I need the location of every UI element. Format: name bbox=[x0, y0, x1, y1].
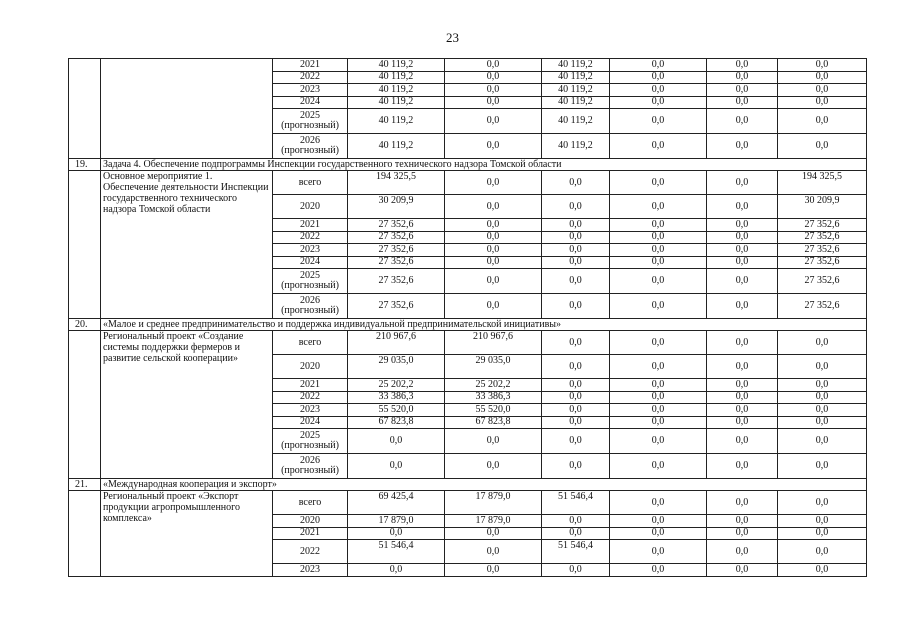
value-cell: 0,0 bbox=[348, 527, 445, 540]
value-cell: 0,0 bbox=[610, 269, 707, 294]
value-cell: 0,0 bbox=[707, 219, 778, 232]
year-cell bbox=[273, 404, 348, 417]
value-cell: 27 352,6 bbox=[778, 244, 867, 257]
value-cell: 27 352,6 bbox=[348, 231, 445, 244]
year-label: 2026 bbox=[300, 135, 320, 146]
value-cell: 0,0 bbox=[542, 231, 610, 244]
value-cell: 0,0 bbox=[610, 96, 707, 109]
value-cell: 30 209,9 bbox=[778, 195, 867, 219]
value-cell: 40 119,2 bbox=[542, 109, 610, 134]
year-label: 2021 bbox=[300, 58, 320, 70]
value-cell: 210 967,6 bbox=[445, 331, 542, 355]
value-cell: 27 352,6 bbox=[778, 294, 867, 319]
year-cell bbox=[273, 231, 348, 244]
value-cell: 0,0 bbox=[610, 404, 707, 417]
value-cell: 0,0 bbox=[610, 564, 707, 577]
forecast-label: (прогнозный) bbox=[281, 145, 339, 156]
year-cell bbox=[273, 355, 348, 379]
year-label: всего bbox=[298, 176, 322, 188]
year-cell bbox=[273, 391, 348, 404]
year-cell bbox=[273, 96, 348, 109]
value-cell: 0,0 bbox=[542, 244, 610, 257]
value-cell: 0,0 bbox=[610, 231, 707, 244]
row-description: Основное мероприятие 1. Обеспечение деятельности Инспекции государственного технического надзора Томской области bbox=[101, 171, 273, 319]
value-cell: 0,0 bbox=[445, 256, 542, 269]
value-cell: 0,0 bbox=[445, 96, 542, 109]
year-label: 2022 bbox=[300, 545, 320, 557]
value-cell: 194 325,5 bbox=[348, 171, 445, 195]
table-row bbox=[69, 331, 867, 355]
value-cell: 0,0 bbox=[445, 269, 542, 294]
value-cell: 0,0 bbox=[542, 429, 610, 454]
table-row bbox=[69, 171, 867, 195]
value-cell: 29 035,0 bbox=[348, 355, 445, 379]
value-cell: 0,0 bbox=[610, 59, 707, 72]
year-label: 2024 bbox=[300, 96, 320, 108]
value-cell: 27 352,6 bbox=[348, 244, 445, 257]
value-cell: 0,0 bbox=[778, 564, 867, 577]
value-cell: 0,0 bbox=[445, 84, 542, 97]
value-cell: 0,0 bbox=[445, 171, 542, 195]
section-header-row bbox=[69, 479, 867, 491]
value-cell: 40 119,2 bbox=[542, 59, 610, 72]
value-cell: 0,0 bbox=[610, 294, 707, 319]
value-cell: 55 520,0 bbox=[445, 404, 542, 417]
value-cell: 0,0 bbox=[707, 269, 778, 294]
year-label: 2022 bbox=[300, 391, 320, 403]
row-description: Региональный проект «Создание системы поддержки фермеров и развитие сельской кооперации» bbox=[101, 331, 273, 479]
value-cell: 0,0 bbox=[542, 195, 610, 219]
value-cell: 0,0 bbox=[542, 355, 610, 379]
year-label: 2025 bbox=[300, 270, 320, 281]
value-cell: 0,0 bbox=[707, 195, 778, 219]
value-cell: 30 209,9 bbox=[348, 195, 445, 219]
year-cell bbox=[273, 71, 348, 84]
value-cell: 40 119,2 bbox=[542, 96, 610, 109]
value-cell: 0,0 bbox=[610, 540, 707, 564]
value-cell: 0,0 bbox=[610, 71, 707, 84]
value-cell: 51 546,4 bbox=[348, 540, 445, 564]
value-cell: 0,0 bbox=[778, 379, 867, 392]
value-cell: 0,0 bbox=[707, 256, 778, 269]
value-cell: 0,0 bbox=[707, 171, 778, 195]
year-cell bbox=[273, 491, 348, 515]
value-cell: 0,0 bbox=[778, 84, 867, 97]
value-cell: 0,0 bbox=[610, 416, 707, 429]
year-label: 2021 bbox=[300, 218, 320, 230]
value-cell: 27 352,6 bbox=[778, 256, 867, 269]
value-cell: 0,0 bbox=[445, 219, 542, 232]
year-cell bbox=[273, 294, 348, 319]
value-cell: 0,0 bbox=[707, 109, 778, 134]
value-cell: 29 035,0 bbox=[445, 355, 542, 379]
table-body bbox=[69, 59, 867, 577]
value-cell: 67 823,8 bbox=[445, 416, 542, 429]
value-cell: 0,0 bbox=[707, 416, 778, 429]
value-cell: 40 119,2 bbox=[348, 71, 445, 84]
year-label: 2026 bbox=[300, 455, 320, 466]
value-cell: 25 202,2 bbox=[348, 379, 445, 392]
value-cell: 0,0 bbox=[445, 540, 542, 564]
value-cell: 0,0 bbox=[707, 71, 778, 84]
value-cell: 0,0 bbox=[445, 195, 542, 219]
value-cell: 0,0 bbox=[542, 416, 610, 429]
value-cell: 0,0 bbox=[610, 391, 707, 404]
value-cell: 0,0 bbox=[778, 404, 867, 417]
value-cell: 17 879,0 bbox=[348, 515, 445, 528]
value-cell: 0,0 bbox=[610, 256, 707, 269]
value-cell: 55 520,0 bbox=[348, 404, 445, 417]
section-number: 19. bbox=[69, 159, 101, 171]
value-cell: 0,0 bbox=[707, 564, 778, 577]
year-label: 2021 bbox=[300, 378, 320, 390]
value-cell: 0,0 bbox=[542, 256, 610, 269]
table-row bbox=[69, 59, 867, 72]
value-cell: 0,0 bbox=[778, 491, 867, 515]
value-cell: 0,0 bbox=[707, 404, 778, 417]
year-label: 2023 bbox=[300, 243, 320, 255]
value-cell: 17 879,0 bbox=[445, 515, 542, 528]
value-cell: 40 119,2 bbox=[348, 134, 445, 159]
year-cell bbox=[273, 84, 348, 97]
year-cell bbox=[273, 59, 348, 72]
value-cell: 0,0 bbox=[542, 404, 610, 417]
value-cell: 27 352,6 bbox=[778, 269, 867, 294]
value-cell: 0,0 bbox=[542, 219, 610, 232]
year-label: 2025 bbox=[300, 430, 320, 441]
value-cell: 0,0 bbox=[610, 429, 707, 454]
year-label: 2022 bbox=[300, 71, 320, 83]
value-cell: 40 119,2 bbox=[542, 84, 610, 97]
value-cell: 0,0 bbox=[348, 454, 445, 479]
value-cell: 25 202,2 bbox=[445, 379, 542, 392]
value-cell: 0,0 bbox=[778, 429, 867, 454]
year-cell bbox=[273, 416, 348, 429]
value-cell: 67 823,8 bbox=[348, 416, 445, 429]
year-cell bbox=[273, 331, 348, 355]
value-cell: 0,0 bbox=[610, 244, 707, 257]
value-cell: 0,0 bbox=[778, 59, 867, 72]
year-cell bbox=[273, 109, 348, 134]
year-cell bbox=[273, 195, 348, 219]
value-cell: 0,0 bbox=[542, 564, 610, 577]
value-cell: 0,0 bbox=[542, 294, 610, 319]
value-cell: 0,0 bbox=[348, 429, 445, 454]
value-cell: 0,0 bbox=[445, 294, 542, 319]
year-label: 2020 bbox=[300, 360, 320, 372]
year-label: 2025 bbox=[300, 110, 320, 121]
value-cell: 0,0 bbox=[445, 527, 542, 540]
table-row bbox=[69, 491, 867, 515]
value-cell: 0,0 bbox=[778, 515, 867, 528]
value-cell: 0,0 bbox=[542, 527, 610, 540]
forecast-label: (прогнозный) bbox=[281, 305, 339, 316]
value-cell: 0,0 bbox=[707, 429, 778, 454]
value-cell: 51 546,4 bbox=[542, 540, 610, 564]
year-label: 2024 bbox=[300, 256, 320, 268]
value-cell: 0,0 bbox=[707, 84, 778, 97]
year-label: всего bbox=[298, 336, 322, 348]
forecast-label: (прогнозный) bbox=[281, 440, 339, 451]
value-cell: 40 119,2 bbox=[542, 134, 610, 159]
page-number: 23 bbox=[446, 30, 459, 45]
value-cell: 27 352,6 bbox=[348, 256, 445, 269]
year-cell bbox=[273, 244, 348, 257]
value-cell: 0,0 bbox=[445, 454, 542, 479]
value-cell: 0,0 bbox=[778, 416, 867, 429]
value-cell: 0,0 bbox=[445, 429, 542, 454]
forecast-label: (прогнозный) bbox=[281, 280, 339, 291]
section-header-row bbox=[69, 159, 867, 171]
value-cell: 0,0 bbox=[348, 564, 445, 577]
value-cell: 0,0 bbox=[707, 244, 778, 257]
year-label: 2020 bbox=[300, 200, 320, 212]
value-cell: 0,0 bbox=[707, 515, 778, 528]
year-cell bbox=[273, 219, 348, 232]
year-cell bbox=[273, 269, 348, 294]
year-cell bbox=[273, 515, 348, 528]
value-cell: 0,0 bbox=[707, 379, 778, 392]
value-cell: 0,0 bbox=[610, 171, 707, 195]
year-label: 2023 bbox=[300, 403, 320, 415]
value-cell: 210 967,6 bbox=[348, 331, 445, 355]
row-number-cell bbox=[69, 491, 101, 577]
value-cell: 0,0 bbox=[778, 540, 867, 564]
value-cell: 0,0 bbox=[445, 244, 542, 257]
year-cell bbox=[273, 527, 348, 540]
section-number: 21. bbox=[69, 479, 101, 491]
value-cell: 0,0 bbox=[707, 134, 778, 159]
value-cell: 0,0 bbox=[707, 391, 778, 404]
value-cell: 0,0 bbox=[610, 331, 707, 355]
value-cell: 0,0 bbox=[542, 269, 610, 294]
value-cell: 0,0 bbox=[610, 134, 707, 159]
value-cell: 69 425,4 bbox=[348, 491, 445, 515]
forecast-label: (прогнозный) bbox=[281, 465, 339, 476]
year-cell bbox=[273, 564, 348, 577]
value-cell: 27 352,6 bbox=[778, 231, 867, 244]
value-cell: 0,0 bbox=[707, 59, 778, 72]
value-cell: 0,0 bbox=[707, 491, 778, 515]
value-cell: 0,0 bbox=[707, 454, 778, 479]
year-cell bbox=[273, 256, 348, 269]
section-header-row bbox=[69, 319, 867, 331]
value-cell: 0,0 bbox=[542, 391, 610, 404]
value-cell: 0,0 bbox=[445, 59, 542, 72]
value-cell: 0,0 bbox=[778, 134, 867, 159]
section-title: Задача 4. Обеспечение подпрограммы Инспекции государственного технического надзора Томской области bbox=[101, 159, 867, 171]
value-cell: 0,0 bbox=[445, 564, 542, 577]
value-cell: 0,0 bbox=[610, 195, 707, 219]
value-cell: 0,0 bbox=[778, 71, 867, 84]
value-cell: 0,0 bbox=[610, 527, 707, 540]
value-cell: 0,0 bbox=[610, 84, 707, 97]
year-label: 2022 bbox=[300, 231, 320, 243]
year-cell bbox=[273, 429, 348, 454]
value-cell: 0,0 bbox=[778, 454, 867, 479]
value-cell: 0,0 bbox=[707, 355, 778, 379]
value-cell: 0,0 bbox=[610, 219, 707, 232]
section-title: «Международная кооперация и экспорт» bbox=[101, 479, 867, 491]
value-cell: 0,0 bbox=[707, 231, 778, 244]
value-cell: 0,0 bbox=[610, 355, 707, 379]
row-number-cell bbox=[69, 171, 101, 319]
value-cell: 0,0 bbox=[778, 96, 867, 109]
value-cell: 0,0 bbox=[610, 379, 707, 392]
value-cell: 27 352,6 bbox=[348, 294, 445, 319]
value-cell: 0,0 bbox=[778, 331, 867, 355]
year-label: 2023 bbox=[300, 563, 320, 575]
value-cell: 0,0 bbox=[707, 96, 778, 109]
value-cell: 40 119,2 bbox=[348, 109, 445, 134]
value-cell: 0,0 bbox=[445, 231, 542, 244]
value-cell: 27 352,6 bbox=[348, 269, 445, 294]
value-cell: 40 119,2 bbox=[348, 84, 445, 97]
value-cell: 0,0 bbox=[778, 109, 867, 134]
value-cell: 0,0 bbox=[610, 109, 707, 134]
value-cell: 0,0 bbox=[707, 294, 778, 319]
value-cell: 40 119,2 bbox=[348, 96, 445, 109]
forecast-label: (прогнозный) bbox=[281, 120, 339, 131]
value-cell: 0,0 bbox=[542, 331, 610, 355]
value-cell: 0,0 bbox=[542, 379, 610, 392]
value-cell: 27 352,6 bbox=[348, 219, 445, 232]
value-cell: 0,0 bbox=[707, 331, 778, 355]
year-label: 2026 bbox=[300, 295, 320, 306]
year-cell bbox=[273, 171, 348, 195]
value-cell: 27 352,6 bbox=[778, 219, 867, 232]
row-description-cell bbox=[101, 59, 273, 159]
budget-table bbox=[68, 58, 867, 577]
value-cell: 0,0 bbox=[610, 491, 707, 515]
value-cell: 0,0 bbox=[445, 134, 542, 159]
value-cell: 40 119,2 bbox=[348, 59, 445, 72]
row-description: Региональный проект «Экспорт продукции агропромышленного комплекса» bbox=[101, 491, 273, 577]
year-label: 2024 bbox=[300, 416, 320, 428]
value-cell: 0,0 bbox=[610, 454, 707, 479]
value-cell: 194 325,5 bbox=[778, 171, 867, 195]
year-cell bbox=[273, 134, 348, 159]
value-cell: 17 879,0 bbox=[445, 491, 542, 515]
value-cell: 0,0 bbox=[542, 454, 610, 479]
year-label: 2023 bbox=[300, 83, 320, 95]
value-cell: 40 119,2 bbox=[542, 71, 610, 84]
year-cell bbox=[273, 379, 348, 392]
year-cell bbox=[273, 454, 348, 479]
value-cell: 0,0 bbox=[610, 515, 707, 528]
section-title: «Малое и среднее предпринимательство и поддержка индивидуальной предпринимательской инициативы» bbox=[101, 319, 867, 331]
year-label: 2021 bbox=[300, 527, 320, 539]
value-cell: 33 386,3 bbox=[445, 391, 542, 404]
value-cell: 33 386,3 bbox=[348, 391, 445, 404]
value-cell: 0,0 bbox=[542, 515, 610, 528]
year-cell bbox=[273, 540, 348, 564]
value-cell: 0,0 bbox=[707, 540, 778, 564]
section-number: 20. bbox=[69, 319, 101, 331]
value-cell: 0,0 bbox=[445, 109, 542, 134]
value-cell: 0,0 bbox=[778, 355, 867, 379]
value-cell: 0,0 bbox=[707, 527, 778, 540]
value-cell: 0,0 bbox=[778, 527, 867, 540]
year-label: всего bbox=[298, 496, 322, 508]
value-cell: 0,0 bbox=[542, 171, 610, 195]
row-number-cell bbox=[69, 59, 101, 159]
value-cell: 0,0 bbox=[778, 391, 867, 404]
value-cell: 51 546,4 bbox=[542, 491, 610, 515]
year-label: 2020 bbox=[300, 514, 320, 526]
row-number-cell bbox=[69, 331, 101, 479]
value-cell: 0,0 bbox=[445, 71, 542, 84]
